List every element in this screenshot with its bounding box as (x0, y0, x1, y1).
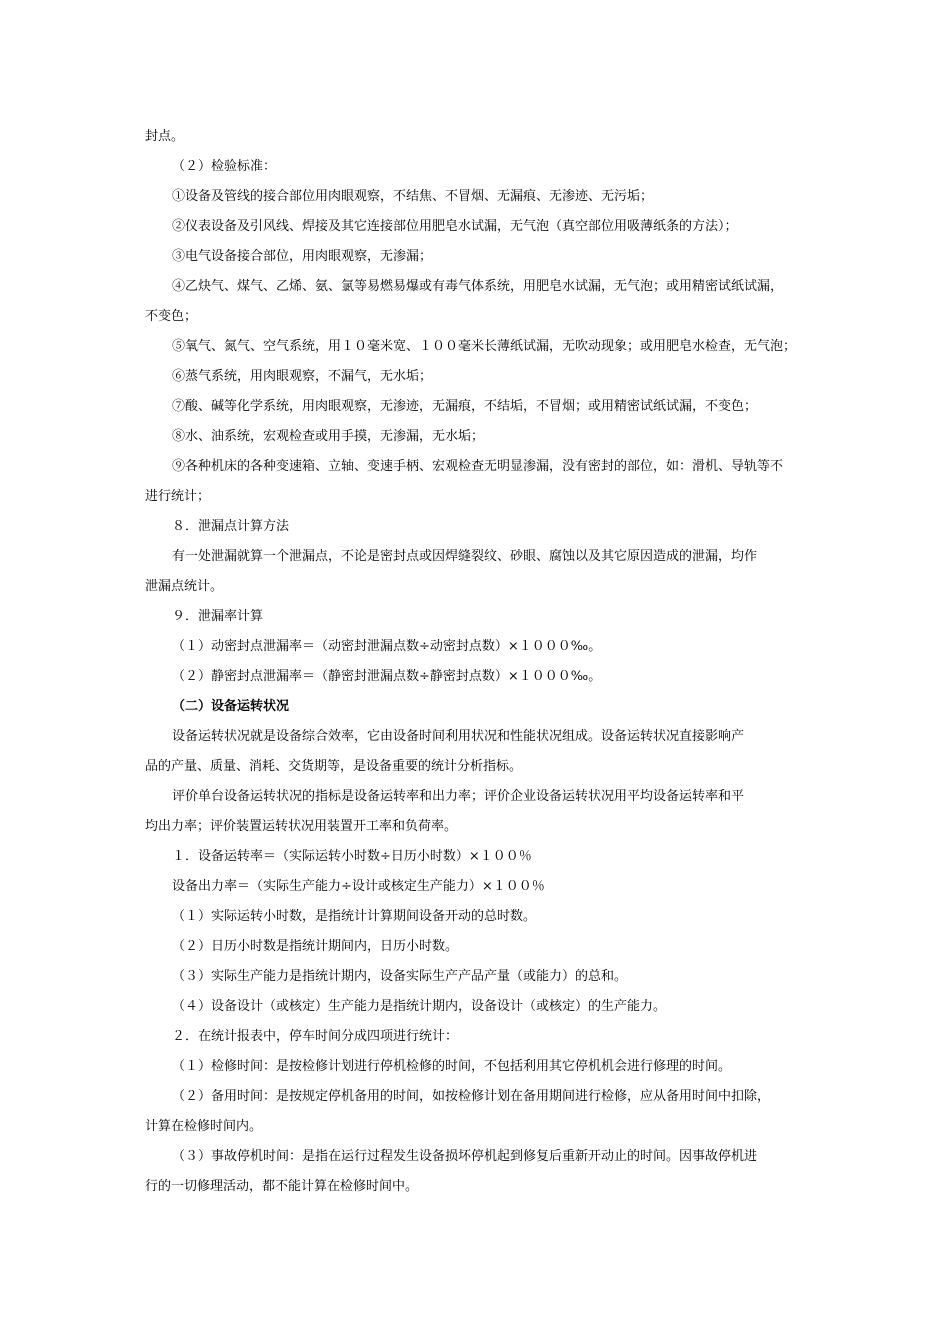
list-item: ⑦酸、碱等化学系统，用肉眼观察，无渗迹，无漏痕，不结垢，不冒烟；或用精密试纸试漏，不变色； (172, 399, 758, 414)
definition-line: （２）日历小时数是指统计期间内，日历小时数。 (172, 939, 459, 954)
section-heading: ９．泄漏率计算 (172, 609, 264, 624)
formula-line: 设备出力率＝（实际生产能力÷设计或核定生产能力）×１００％ (172, 879, 545, 894)
formula-line: （２）静密封点泄漏率＝（静密封泄漏点数÷静密封点数）×１０００‰。 (172, 669, 602, 684)
section-heading: ２．在统计报表中，停车时间分成四项进行统计： (172, 1029, 459, 1044)
paragraph-line: 评价单台设备运转状况的指标是设备运转率和出力率；评价企业设备运转状况用平均设备运转率和平 (172, 789, 745, 804)
paragraph-line: 封点。 (145, 129, 185, 144)
section-heading-bold: （二）设备运转状况 (172, 699, 290, 714)
paragraph-line: 泄漏点统计。 (145, 579, 224, 594)
list-item-continuation: 进行统计； (145, 489, 211, 504)
list-item: ②仪表设备及引风线、焊接及其它连接部位用肥皂水试漏，无气泡（真空部位用吸薄纸条的方法）； (172, 219, 738, 234)
definition-line: （３）实际生产能力是指统计期内，设备实际生产产品产量（或能力）的总和。 (172, 969, 628, 984)
list-item: ⑤氧气、氮气、空气系统，用１０毫米宽、１００毫米长薄纸试漏，无吹动现象；或用肥皂水检查，无气泡； (172, 339, 797, 354)
definition-line: （２）备用时间：是按规定停机备用的时间，如按检修计划在备用期间进行检修，应从备用时间中扣除， (172, 1089, 771, 1104)
definition-continuation: 计算在检修时间内。 (145, 1119, 263, 1134)
section-heading: ８．泄漏点计算方法 (172, 519, 290, 534)
paragraph-line: 有一处泄漏就算一个泄漏点，不论是密封点或因焊缝裂纹、砂眼、腐蚀以及其它原因造成的泄漏，均作 (172, 549, 758, 564)
formula-line: １．设备运转率＝（实际运转小时数÷日历小时数）×１００％ (172, 849, 532, 864)
list-item: ⑧水、油系统，宏观检查或用手摸，无渗漏，无水垢； (172, 429, 485, 444)
definition-continuation: 行的一切修理活动，都不能计算在检修时间中。 (145, 1179, 419, 1194)
subheading-inspection-standard: （２）检验标准： (172, 159, 277, 174)
definition-line: （４）设备设计（或核定）生产能力是指统计期内，设备设计（或核定）的生产能力。 (172, 999, 667, 1014)
list-item-continuation: 不变色； (145, 309, 198, 324)
list-item: ④乙炔气、煤气、乙烯、氨、氯等易燃易爆或有毒气体系统，用肥皂水试漏，无气泡；或用精密试纸试漏， (172, 279, 784, 294)
list-item: ③电气设备接合部位，用肉眼观察，无渗漏； (172, 249, 433, 264)
list-item: ⑨各种机床的各种变速箱、立轴、变速手柄、宏观检查无明显渗漏，没有密封的部位，如：滑机、导轨等不 (172, 459, 784, 474)
paragraph-line: 均出力率；评价装置运转状况用装置开工率和负荷率。 (145, 819, 458, 834)
paragraph-line: 品的产量、质量、消耗、交货期等，是设备重要的统计分析指标。 (145, 759, 523, 774)
formula-line: （１）动密封点泄漏率＝（动密封泄漏点数÷动密封点数）×１０００‰。 (172, 639, 602, 654)
paragraph-line: 设备运转状况就是设备综合效率，它由设备时间利用状况和性能状况组成。设备运转状况直接影响产 (172, 729, 745, 744)
definition-line: （３）事故停机时间：是指在运行过程发生设备损坏停机起到修复后重新开动止的时间。因事故停机进 (172, 1149, 758, 1164)
list-item: ①设备及管线的接合部位用肉眼观察，不结焦、不冒烟、无漏痕、无渗迹、无污垢； (172, 189, 654, 204)
definition-line: （１）实际运转小时数，是指统计计算期间设备开动的总时数。 (172, 909, 537, 924)
list-item: ⑥蒸气系统，用肉眼观察，不漏气，无水垢； (172, 369, 433, 384)
definition-line: （１）检修时间：是按检修计划进行停机检修的时间，不包括利用其它停机机会进行修理的时间。 (172, 1059, 732, 1074)
